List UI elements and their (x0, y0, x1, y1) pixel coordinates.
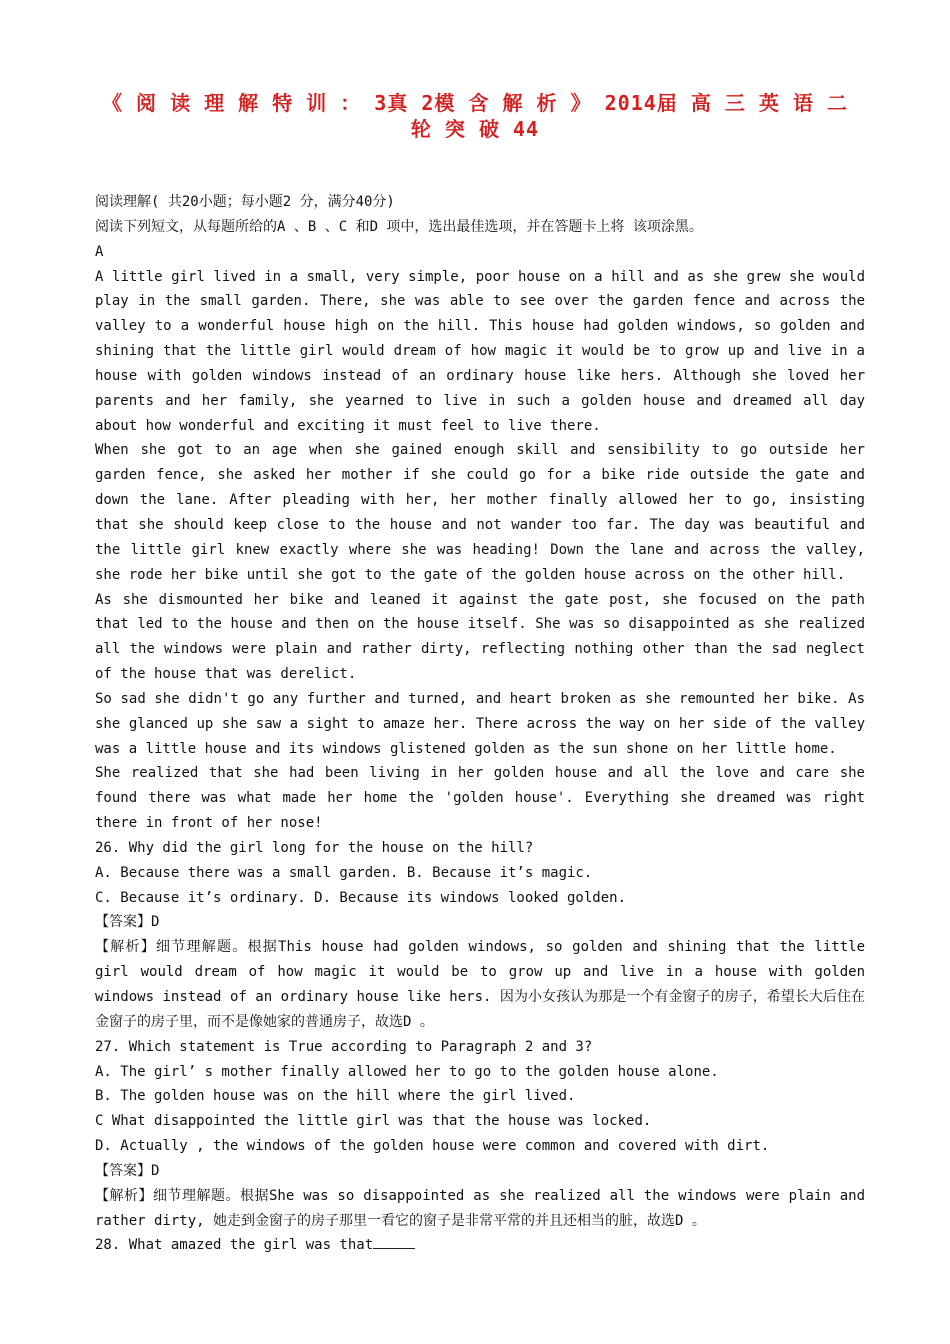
question-27-option-d: D. Actually , the windows of the golden house were common and covered with dirt. (95, 1138, 770, 1155)
passage-paragraph-2: When she got to an age when she gained enough skill and sensibility to go outside her garden fence, she asked her mother if she could go for a bike ride outside the gate and down the lane. After pleading with her, her mother finally allowed her to go, insisting that she should keep close to the house and not wander too far. The day was beautiful and the little girl knew exactly where she was heading! Down the lane and across the valley, she rode her bike until she got to the gate of the golden house across on the other hill. (95, 442, 865, 583)
section-label: A (95, 243, 104, 260)
question-27-option-a: A. The girl’ s mother finally allowed her to go to the golden house alone. (95, 1063, 719, 1080)
question-27-option-b: B. The golden house was on the hill where the girl lived. (95, 1088, 576, 1105)
section-header: 阅读理解( 共20小题；每小题2 分，满分40分) (95, 194, 395, 210)
question-26-options-ab: A. Because there was a small garden. B. Because it’s magic. (95, 864, 593, 881)
question-26-analysis: 【解析】细节理解题。根据This house had golden windows, so golden and shining that the little girl would dream of how magic it would be to grow up and live in a house with golden windows instead of an ordinary house like hers. 因为小女孩认为那是一个有金窗子的房子，希望长大后住在金窗子的房子里，而不是像她家的普通房子，故选D 。 (95, 939, 865, 1030)
question-26-answer: 【答案】D (95, 914, 160, 931)
question-28 (95, 1233, 865, 1258)
passage-paragraph-1: A little girl lived in a small, very simple, poor house on a hill and as she grew she would play in the small garden. There, she was able to see over the garden fence and across the valley to a wonderful house high on the hill. This house had golden windows, so golden and shining that the little girl would dream of how magic it would be to grow up and live in a house with golden windows instead of an ordinary house like hers. Although she loved her parents and her family, she yearned to live in such a golden house and dreamed all day about how wonderful and exciting it must feel to live there. (95, 268, 865, 434)
question-28-stem: 28. What amazed the girl was that (95, 1237, 374, 1254)
question-27-stem: 27. Which statement is True according to Paragraph 2 and 3? (95, 1038, 593, 1055)
instruction-text: 阅读下列短文，从每题所给的A 、B 、C 和D 项中，选出最佳选项，并在答题卡上将 该项涂黑。 (95, 218, 703, 235)
title-line-2: 轮 突 破 44 (410, 117, 540, 141)
passage-paragraph-3: As she dismounted her bike and leaned it against the gate post, she focused on the path that led to the house and then on the house itself. She was so disappointed as she realized all the windows were plain and rather dirty, reflecting nothing other than the sad neglect of the house that was derelict. (95, 591, 865, 683)
document-body (95, 190, 865, 1258)
question-27-option-c: C What disappointed the little girl was that the house was locked. (95, 1113, 652, 1130)
passage-paragraph-5: She realized that she had been living in her golden house and all the love and care she found there was what made her home the 'golden house'. Everything she dreamed was right there in front of her nose! (95, 765, 865, 832)
question-26-options-cd: C. Because it’s ordinary. D. Because its windows looked golden. (95, 889, 627, 906)
question-26-stem: 26. Why did the girl long for the house on the hill? (95, 839, 534, 856)
title-line-1: 《 阅 读 理 解 特 训 ： 3真 2模 含 解 析 》 2014届 高 三 英 语 二 (101, 91, 849, 115)
document-title (95, 90, 855, 142)
question-27-answer: 【答案】D (95, 1162, 160, 1179)
passage-paragraph-4: So sad she didn't go any further and turned, and heart broken as she remounted her bike. As she glanced up she saw a sight to amaze her. There across the way on her side of the valley was a little house and its windows glistened golden as the sun shone on her little home. (95, 690, 865, 757)
answer-blank (373, 1234, 415, 1249)
question-27-analysis: 【解析】细节理解题。根据She was so disappointed as she realized all the windows were plain and rather dirty, 她走到金窗子的房子那里一看它的窗子是非常平常的并且还相当的脏，故选D 。 (95, 1187, 865, 1229)
